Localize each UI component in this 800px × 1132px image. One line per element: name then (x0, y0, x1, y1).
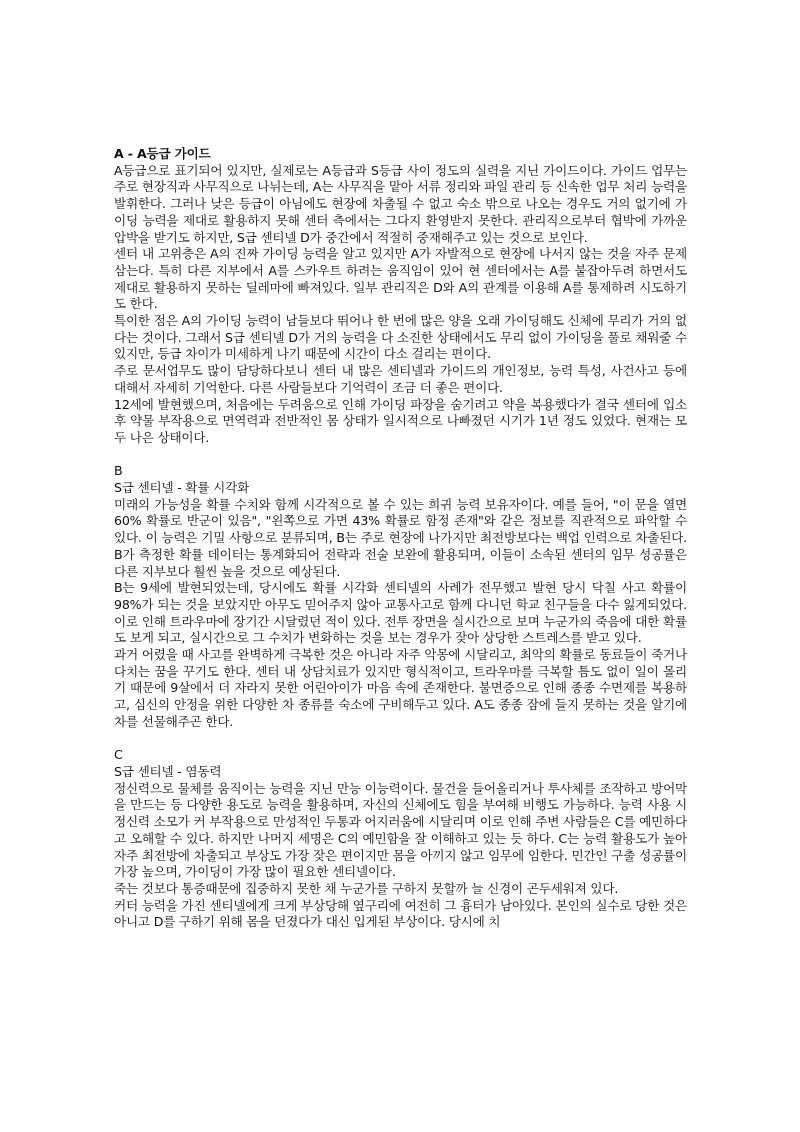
section-b-paragraph: 과거 어렸을 때 사고를 완벽하게 극복한 것은 아니라 자주 악몽에 시달리고, 최악의 확률로 동료들이 죽거나 다치는 꿈을 꾸기도 한다. 센터 내 상담치료가 있지만 형식적이고, 트라우마를 극복할 틈도 없이 일이 몰리기 때문에 9살에서 더 자라지 못한 어린아이가 마음 속에 존재한다. 불면증으로 인해 종종 수면제를 복용하고, 심신의 안정을 위한 다양한 차 종류를 숙소에 구비해두고 있다. A도 종종 잠에 들지 못하는 것을 알기에 차를 선물해주곤 한다. (114, 647, 687, 729)
section-spacer (114, 731, 687, 748)
section-a-paragraph: 주로 문서업무도 많이 담당하다보니 센터 내 많은 센티넬과 가이드의 개인정보, 능력 특성, 사건사고 등에 대해서 자세히 기억한다. 다른 사람들보다 기억력이 조금 더 좋은 편이다. (114, 363, 687, 395)
document-page (114, 146, 687, 931)
section-c-paragraph: 죽는 것보다 통증때문에 집중하지 못한 채 누군가를 구하지 못할까 늘 신경이 곤두세워져 있다. (114, 880, 619, 896)
section-a-paragraph: 12세에 발현했으며, 처음에는 두려움으로 인해 가이딩 파장을 숨기려고 약을 복용했다가 결국 센터에 입소 후 약물 부작용으로 면역력과 전반적인 몸 상태가 일시적으로 나빠졌던 시기가 1년 정도 있었다. 현재는 모두 나은 상태이다. (114, 396, 687, 445)
section-a-heading: A - A등급 가이드 (114, 146, 211, 161)
section-a-paragraph: A등급으로 표기되어 있지만, 실제로는 A등급과 S등급 사이 정도의 실력을 지닌 가이드이다. 가이드 업무는 주로 현장직과 사무직으로 나뉘는데, A는 사무직을 맡아 서류 정리와 파일 관리 등 신속한 업무 처리 능력을 발휘한다. 그러나 낮은 등급이 아님에도 현장에 차출될 수 없고 숙소 밖으로 나오는 경우도 거의 없기에 가이딩 능력을 제대로 활용하지 못해 센터 측에서는 그다지 환영받지 못한다. 관리직으로부터 협박에 가까운 압박을 받기도 하지만, S급 센티넬 D가 중간에서 적절히 중재해주고 있는 것으로 보인다. (114, 162, 687, 245)
section-b-paragraph: B는 9세에 발현되었는데, 당시에도 확률 시각화 센티넬의 사례가 전무했고 발현 당시 닥칠 사고 확률이 98%가 되는 것을 보았지만 아무도 믿어주지 않아 교통사고로 함께 다니던 학교 친구들을 다수 잃게되었다. 이로 인해 트라우마에 장기간 시달렸던 적이 있다. 전투 장면을 실시간으로 보며 누군가의 죽음에 대한 확률도 보게 되고, 실시간으로 그 수치가 변화하는 것을 보는 경우가 잦아 상당한 스트레스를 받고 있다. (114, 580, 687, 646)
section-c-paragraph: 커터 능력을 가진 센티넬에게 크게 부상당해 옆구리에 여전히 그 흉터가 남아있다. 본인의 실수로 당한 것은 아니고 D를 구하기 위해 몸을 던졌다가 대신 입게된 부상이다. 당시에 치 (114, 897, 687, 930)
section-b-paragraph: 미래의 가능성을 확률 수치와 함께 시각적으로 볼 수 있는 희귀 능력 보유자이다. 예를 들어, "이 문을 열면 60% 확률로 반군이 있음", "왼쪽으로 가면 43% 확률로 함정 존재"와 같은 정보를 직관적으로 파악할 수 있다. 이 능력은 기밀 사항으로 분류되며, B는 주로 현장에 나가지만 최전방보다는 백업 인력으로 차출된다. B가 측정한 확률 데이터는 통계화되어 전략과 전술 보완에 활용되며, 이들이 소속된 센터의 임무 성공률은 다른 지부보다 훨씬 높을 것으로 예상된다. (114, 496, 687, 579)
section-b-label: B (114, 463, 123, 479)
section-c-paragraph: 정신력으로 물체를 움직이는 능력을 지닌 만능 이능력이다. 물건을 들어올리거나 투사체를 조작하고 방어막을 만드는 등 다양한 용도로 능력을 활용하며, 자신의 신체에도 힘을 부여해 비행도 가능하다. 능력 사용 시 정신력 소모가 커 부작용으로 만성적인 두통과 어지러움에 시달리며 이로 인해 주변 사람들은 C를 예민하다고 오해할 수 있다. 하지만 나머지 세명은 C의 예민함을 잘 이해하고 있는 듯 하다. C는 능력 활용도가 높아 자주 최전방에 차출되고 부상도 가장 잦은 편이지만 몸을 아끼지 않고 임무에 임한다. 민간인 구출 성공률이 가장 높으며, 가이딩이 가장 많이 필요한 센티넬이다. (114, 780, 687, 880)
section-a-paragraph: 센터 내 고위층은 A의 진짜 가이딩 능력을 알고 있지만 A가 자발적으로 현장에 나서지 않는 것을 자주 문제삼는다. 특히 다른 지부에서 A를 스카우트 하려는 움직임이 있어 현 센터에서는 A를 붙잡아두려 하면서도 제대로 활용하지 못하는 딜레마에 빠져있다. 일부 관리직은 D와 A의 관계를 이용해 A를 통제하려 시도하기도 한다. (114, 246, 687, 312)
section-spacer (114, 447, 687, 464)
section-c-label: C (114, 747, 123, 763)
section-a-paragraph: 특이한 점은 A의 가이딩 능력이 남들보다 뛰어나 한 번에 많은 양을 오래 가이딩해도 신체에 무리가 거의 없다는 것이다. 그래서 S급 센티넬 D가 거의 능력을 다 소진한 상태에서도 무리 없이 가이딩을 풀로 채워줄 수 있지만, 등급 차이가 미세하게 나기 때문에 시간이 다소 걸리는 편이다. (114, 313, 687, 362)
section-b-heading: S급 센티넬 - 확률 시각화 (114, 480, 250, 496)
section-c-heading: S급 센티넬 - 염동력 (114, 763, 222, 779)
